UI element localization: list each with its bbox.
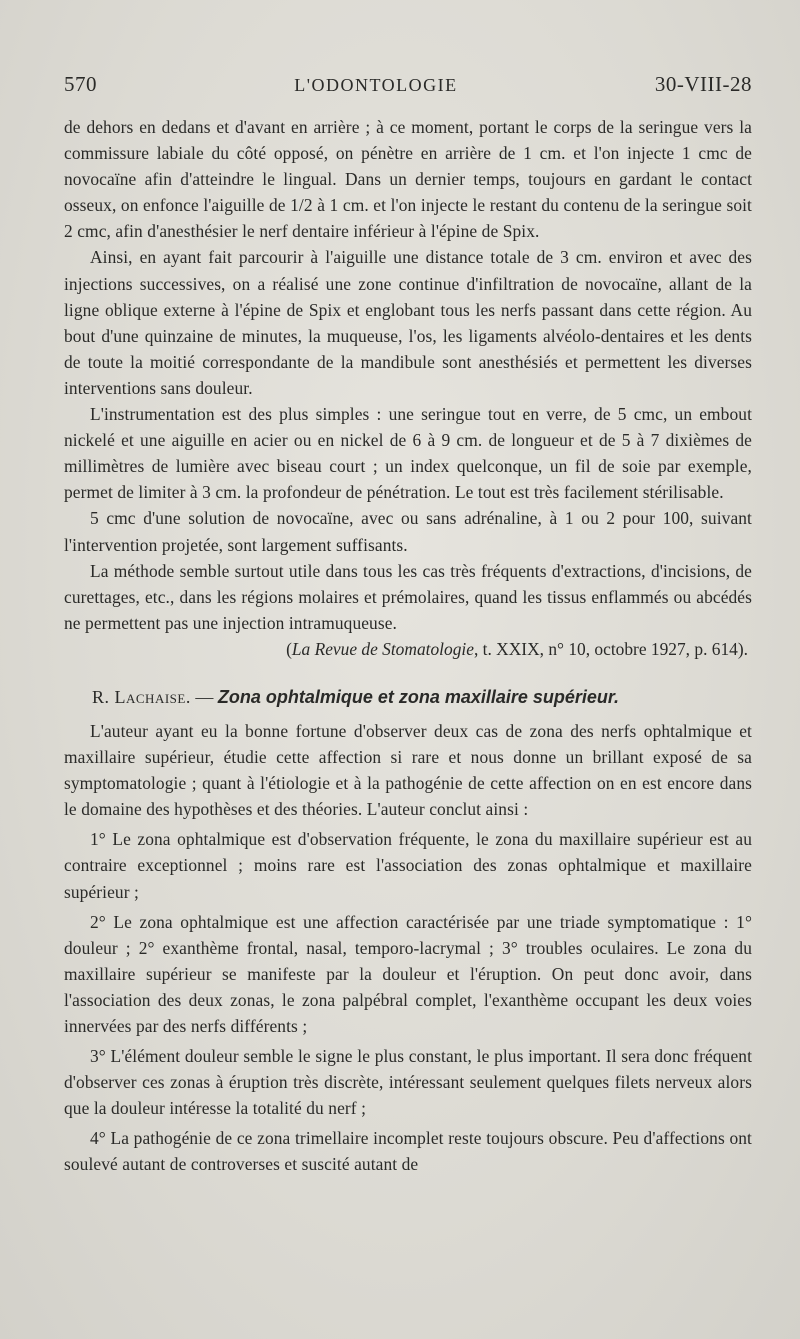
bibliographic-reference (64, 636, 752, 662)
paragraph: La méthode semble surtout utile dans tous les cas très fréquents d'extractions, d'incisions, de curettages, etc., dans les régions molaires et prémolaires, quand les tissus enflammés ou abcédés ne permettent pas une injection intramuqueuse. (64, 560, 752, 633)
conclusion-item-3: 3° L'élément douleur semble le signe le plus constant, le plus important. Il sera donc fréquent d'observer ces zonas à éruption très discrète, intéressant seulement quelques filets nerveux alors que la douleur intéresse la totalité du nerf ; (64, 1046, 752, 1119)
conclusion-item-2: 2° Le zona ophtalmique est une affection caractérisée par une triade symptomatique : 1° douleur ; 2° exanthème frontal, nasal, temporo-lacrymal ; 3° troubles oculaires. Le zona du maxillaire supérieur se manifeste par la douleur et l'éruption. On peut donc avoir, dans l'association des deux zonas, le zona palpébral complet, l'exanthème occupant les deux voies innervées par des nerfs différents ; (64, 911, 752, 1036)
article-title: Zona ophtalmique et zona maxillaire supérieur. (217, 686, 619, 707)
article-author: R. Lachaise. (92, 686, 191, 707)
paragraph: L'auteur ayant eu la bonne fortune d'observer deux cas de zona des nerfs ophtalmique et maxillaire supérieur, étudie cette affection si rare et nous donne un brillant exposé de sa symptomatologie ; quant à l'étiologie et à la pathogénie de cette affection on en est encore dans le domaine des hypothèses et des théories. L'auteur conclut ainsi : (64, 720, 752, 820)
page-number: 570 (64, 72, 97, 96)
paragraph: Ainsi, en ayant fait parcourir à l'aiguille une distance totale de 3 cm. environ et avec des injections successives, on a réalisé une zone continue d'infiltration de novocaïne, allant de la ligne oblique externe à l'épine de Spix et englobant tous les nerfs passant dans cette région. Au bout d'une quinzaine de minutes, la muqueuse, l'os, les ligaments alvéolo-dentaires et les dents de toute la moitié correspondante de la mandibule sont anesthésiés et permettent les diverses interventions sans douleur. (64, 247, 752, 398)
journal-page (64, 72, 752, 1178)
reference-open: ( (286, 638, 292, 659)
heading-dash: — (190, 686, 218, 707)
conclusion-item-4: 4° La pathogénie de ce zona trimellaire incomplet reste toujours obscure. Peu d'affections ont soulevé autant de controverses et suscité autant de (64, 1128, 752, 1175)
paragraph: L'instrumentation est des plus simples : une seringue tout en verre, de 5 cmc, un embout nickelé et une aiguille en acier ou en nickel de 6 à 9 cm. de longueur et de 5 à 7 dixièmes de millimètres de lumière avec biseau court ; un index quelconque, un fil de soie par exemple, permet de limiter à 3 cm. la profondeur de pénétration. Le tout est très facilement stérilisable. (64, 404, 752, 503)
running-head (64, 72, 752, 106)
conclusion-item-1: 1° Le zona ophtalmique est d'observation fréquente, le zona du maxillaire supérieur est au contraire exceptionnel ; moins rare est l'association des zonas ophtalmique et maxillaire supérieur ; (64, 829, 752, 902)
journal-title: L'ODONTOLOGIE (294, 75, 458, 95)
article-heading (64, 684, 752, 710)
reference-journal: La Revue de Stomatologie (291, 638, 474, 659)
reference-details: , t. XXIX, n° 10, octobre 1927, p. 614). (473, 638, 748, 659)
paragraph: 5 cmc d'une solution de novocaïne, avec ou sans adrénaline, à 1 ou 2 pour 100, suivant l'intervention projetée, sont largement suffisants. (64, 508, 752, 555)
issue-date: 30-VIII-28 (654, 72, 752, 96)
paragraph-continued: de dehors en dedans et d'avant en arrière ; à ce moment, portant le corps de la seringue vers la commissure labiale du côté opposé, on pénètre en arrière de 1 cm. et l'on injecte 1 cmc de novocaïne afin d'atteindre le lingual. Dans un dernier temps, toujours en gardant le contact osseux, on enfonce l'aiguille de 1/2 à 1 cm. et l'on injecte le restant du contenu de la seringue soit 2 cmc, afin d'anesthésier le nerf dentaire inférieur à l'épine de Spix. (64, 117, 752, 242)
